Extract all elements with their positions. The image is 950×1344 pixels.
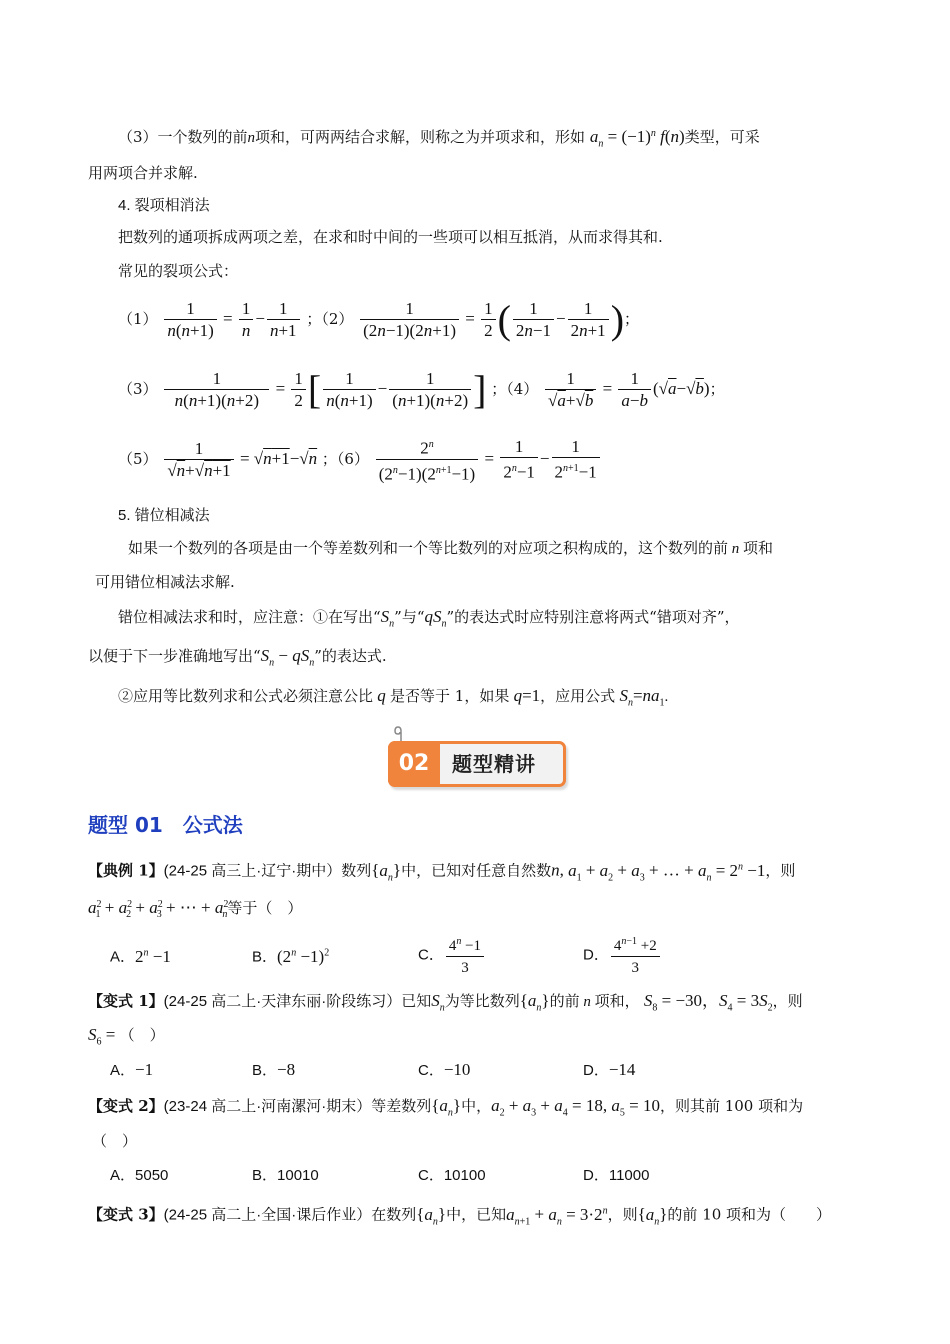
para-4-text: 把数列的通项拆成两项之差，在求和时中间的一些项可以相互抵消，从而求得其和.: [118, 228, 663, 246]
para-4-common: 常见的裂项公式：: [118, 262, 239, 280]
para-5-line4: 以便于下一步准确地写出“$S_n - qS_n$”的表达式.: [88, 646, 387, 669]
formula-5: $\frac{1}{√n+√n+1}$: [164, 439, 233, 482]
option-c[interactable]: C． $\frac{4^n -1}{3}$: [418, 932, 486, 979]
para-5-line3: 错位相减法求和时，应注意：①在写出“$S_n$”与“$qS_n$”的表达式时应特别注意将两式“错项对齐”，: [118, 607, 740, 630]
formula-row-2: （3） $\frac{1}{n(n+1)(n+2)}$ = $\frac{1}{2}$ [ $\frac{1}{n(n+1)}$ − $\frac{1}{(n+1)(n+2)}$ ] ；（4） $\frac{1}{√a+√b}$ = $\frac{1}{a-b}$ (√a−√b)；: [118, 367, 725, 412]
formula-3-label: （3）: [118, 380, 158, 398]
formula-6: $\frac{2^n}{(2^n-1)(2^{n+1}-1)}$: [376, 435, 478, 485]
section-banner: [388, 741, 566, 787]
formula-1: $\frac{1}{n(n+1)}$: [164, 299, 216, 342]
formula-4: $\frac{1}{√a+√b}$: [545, 369, 596, 412]
option-d[interactable]: D．11000: [583, 1167, 650, 1184]
example-1-line2: $a^2_1 + a^2_2 + a^2_3$ + ⋯ + $a^2_n$等于（ ）: [88, 898, 303, 920]
para-5-line5: ②应用等比数列求和公式必须注意公比 q 是否等于 1，如果 q=1，应用公式 $S_n=na_1$.: [118, 686, 669, 709]
heading-4: 4. 裂项相消法: [118, 197, 210, 214]
para-5-line2: 可用错位相减法求解.: [95, 573, 235, 591]
banner-title: 题型精讲: [452, 752, 536, 776]
formula-an-minus1: $a_n$: [589, 127, 604, 150]
variant-1-options: [110, 1060, 910, 1082]
formula-1-label: （1）: [118, 310, 158, 328]
formula-row-3: （5） $\frac{1}{√n+√n+1}$ = √n+1−√n ；（6） $\frac{2^n}{(2^n-1)(2^{n+1}-1)}$ = $\frac{1}{2^n-1}$ − $\frac{1}{2^{n+1}-1}$: [118, 434, 602, 484]
option-a[interactable]: A．$2^n -1$: [110, 946, 171, 966]
banner-number: 02: [388, 741, 440, 787]
variant-3-line1: 【变式 3】(24-25 高二上·全国·课后作业）在数列$\{a_n\}$中，已知$a_{n+1} + a_n = 3\cdot 2^n$，则$\{a_n\}$的前 10 项和为（ ）: [88, 1204, 832, 1228]
formula-2: $\frac{1}{(2n-1)(2n+1)}$: [360, 299, 459, 342]
formula-3: $\frac{1}{n(n+1)(n+2)}$: [164, 369, 269, 412]
formula-6-label: ；（6）: [321, 450, 369, 468]
variant-1-line2: $S_6$ = （ ）: [88, 1025, 165, 1048]
variant-2-line1: 【变式 2】(23-24 高二上·河南漯河·期末）等差数列$\{a_n\}$中，$a_2 + a_3 + a_4 = 18$, $a_5 = 10$，则其前 100 项和为: [88, 1096, 804, 1119]
para-3-line2: 用两项合并求解.: [88, 164, 198, 182]
option-c[interactable]: C．−10: [418, 1060, 471, 1079]
option-b[interactable]: B．10010: [252, 1167, 319, 1184]
option-d[interactable]: D．−14: [583, 1060, 636, 1079]
formula-row-1: （1） $\frac{1}{n(n+1)}$ = $\frac{1}{n}$ − $\frac{1}{n+1}$ ；（2） $\frac{1}{(2n-1)(2n+1)}$ = $\frac{1}{2}$ ( $\frac{1}{2n-1}$ − $\frac{1}{2n+1}$ )；: [118, 297, 640, 342]
formula-2-label: ；（2）: [306, 310, 354, 328]
option-c[interactable]: C．10100: [418, 1167, 486, 1184]
formula-4-label: ；（4）: [491, 380, 539, 398]
heading-5: 5. 错位相减法: [118, 507, 210, 524]
para-5-line1: 如果一个数列的各项是由一个等差数列和一个等比数列的对应项之积构成的，这个数列的前 n 项和: [128, 539, 774, 557]
option-d[interactable]: D． $\frac{4^{n-1} +2}{3}$: [583, 932, 662, 979]
variant-1-line1: 【变式 1】(24-25 高二上·天津东丽·阶段练习）已知$S_n$为等比数列$\{a_n\}$的前 n 项和， $S_8 = -30$，$S_4 = 3S_2$，则: [88, 991, 803, 1014]
variant-2-options: [110, 1166, 910, 1188]
option-b[interactable]: B．−8: [252, 1060, 296, 1079]
example-1-line1: 【典例 1】(24-25 高三上·辽宁·期中）数列$\{a_n\}$中，已知对任意自然数n, $a_1 + a_2 + a_3$ + … + $a_n = 2^n -1$，则: [88, 860, 796, 884]
option-a[interactable]: A．−1: [110, 1060, 154, 1079]
option-b[interactable]: B．$(2^n -1)^2$: [252, 946, 330, 966]
option-a[interactable]: A．5050: [110, 1167, 169, 1184]
variant-2-line2: （ ）: [92, 1132, 138, 1150]
section-title: 题型 01 公式法: [88, 813, 243, 837]
formula-5-label: （5）: [118, 450, 158, 468]
para-3-line1: （3）一个数列的前n项和，可两两结合求解，则称之为并项求和，形如 $a_n = (-1)^n$ f(n)类型，可采: [118, 127, 760, 150]
